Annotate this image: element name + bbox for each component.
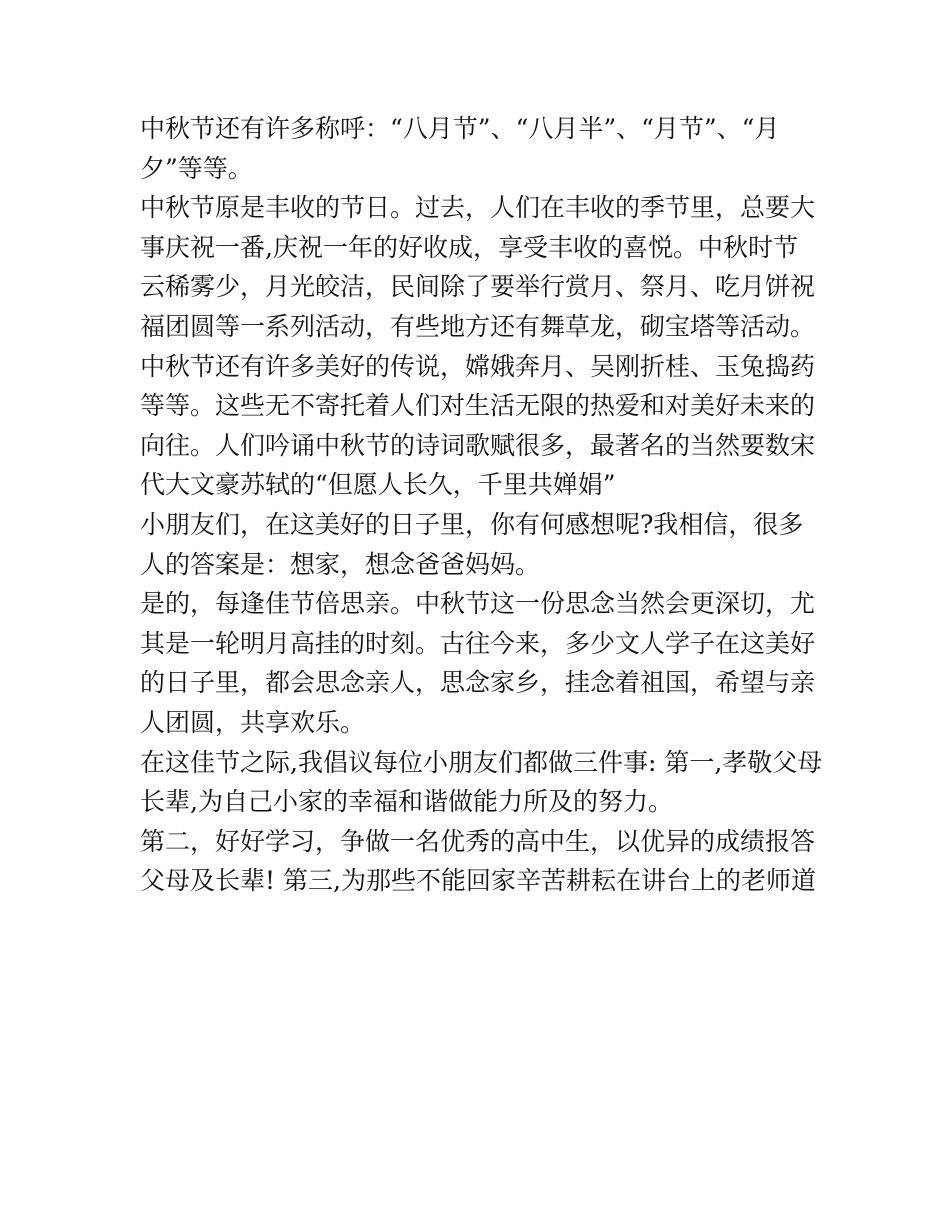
text-line: 事庆祝一番,庆祝一年的好收成，享受丰收的喜悦。中秋时节 xyxy=(140,232,798,262)
text-line: 夕”等等。 xyxy=(140,153,253,183)
text-line: 福团圆等一系列活动，有些地方还有舞草龙，砌宝塔等活动。 xyxy=(140,311,816,341)
text-line: 向往。人们吟诵中秋节的诗词歌赋很多，最著名的当然要数宋 xyxy=(140,430,816,460)
text-line: 父母及长辈! 第三,为那些不能回家辛苦耕耘在讲台上的老师道 xyxy=(140,866,816,896)
text-line: 在这佳节之际,我倡议每位小朋友们都做三件事: 第一,孝敬父母 xyxy=(140,747,823,777)
text-line: 其是一轮明月高挂的时刻。古往今来，多少文人学子在这美好 xyxy=(140,628,816,658)
paragraph-second-third xyxy=(140,822,820,901)
paragraph-mid-autumn-names xyxy=(140,109,820,188)
text-line: 中秋节还有许多美好的传说，嫦娥奔月、吴刚折桂、玉兔捣药 xyxy=(140,351,816,381)
text-line: 等等。这些无不寄托着人们对生活无限的热爱和对美好未来的 xyxy=(140,391,816,421)
text-line: 云稀雾少，月光皎洁，民间除了要举行赏月、祭月、吃月饼祝 xyxy=(140,272,816,302)
text-line: 人的答案是：想家，想念爸爸妈妈。 xyxy=(140,549,541,579)
paragraph-question xyxy=(140,505,820,584)
text-line: 小朋友们，在这美好的日子里，你有何感想呢?我相信，很多 xyxy=(140,509,804,539)
document-body xyxy=(140,109,823,901)
paragraph-proposal xyxy=(140,743,823,822)
text-line: 人团圆，共享欢乐。 xyxy=(140,707,366,737)
text-line: 代大文豪苏轼的“但愿人长久，千里共婵娟” xyxy=(140,470,616,500)
text-line: 长辈,为自己小家的幸福和谐做能力所及的努力。 xyxy=(140,787,673,817)
paragraph-missing-family xyxy=(140,584,820,742)
text-line: 第二，好好学习，争做一名优秀的高中生，以优异的成绩报答 xyxy=(140,826,816,856)
text-line: 是的，每逢佳节倍思亲。中秋节这一份思念当然会更深切，尤 xyxy=(140,589,816,619)
text-line: 的日子里，都会思念亲人，思念家乡，挂念着祖国，希望与亲 xyxy=(140,668,816,698)
paragraph-harvest-festival xyxy=(140,188,820,505)
text-line: 中秋节原是丰收的节日。过去，人们在丰收的季节里，总要大 xyxy=(140,193,816,223)
text-line: 中秋节还有许多称呼：“八月节”、“八月半”、“月节”、“月 xyxy=(140,114,780,143)
